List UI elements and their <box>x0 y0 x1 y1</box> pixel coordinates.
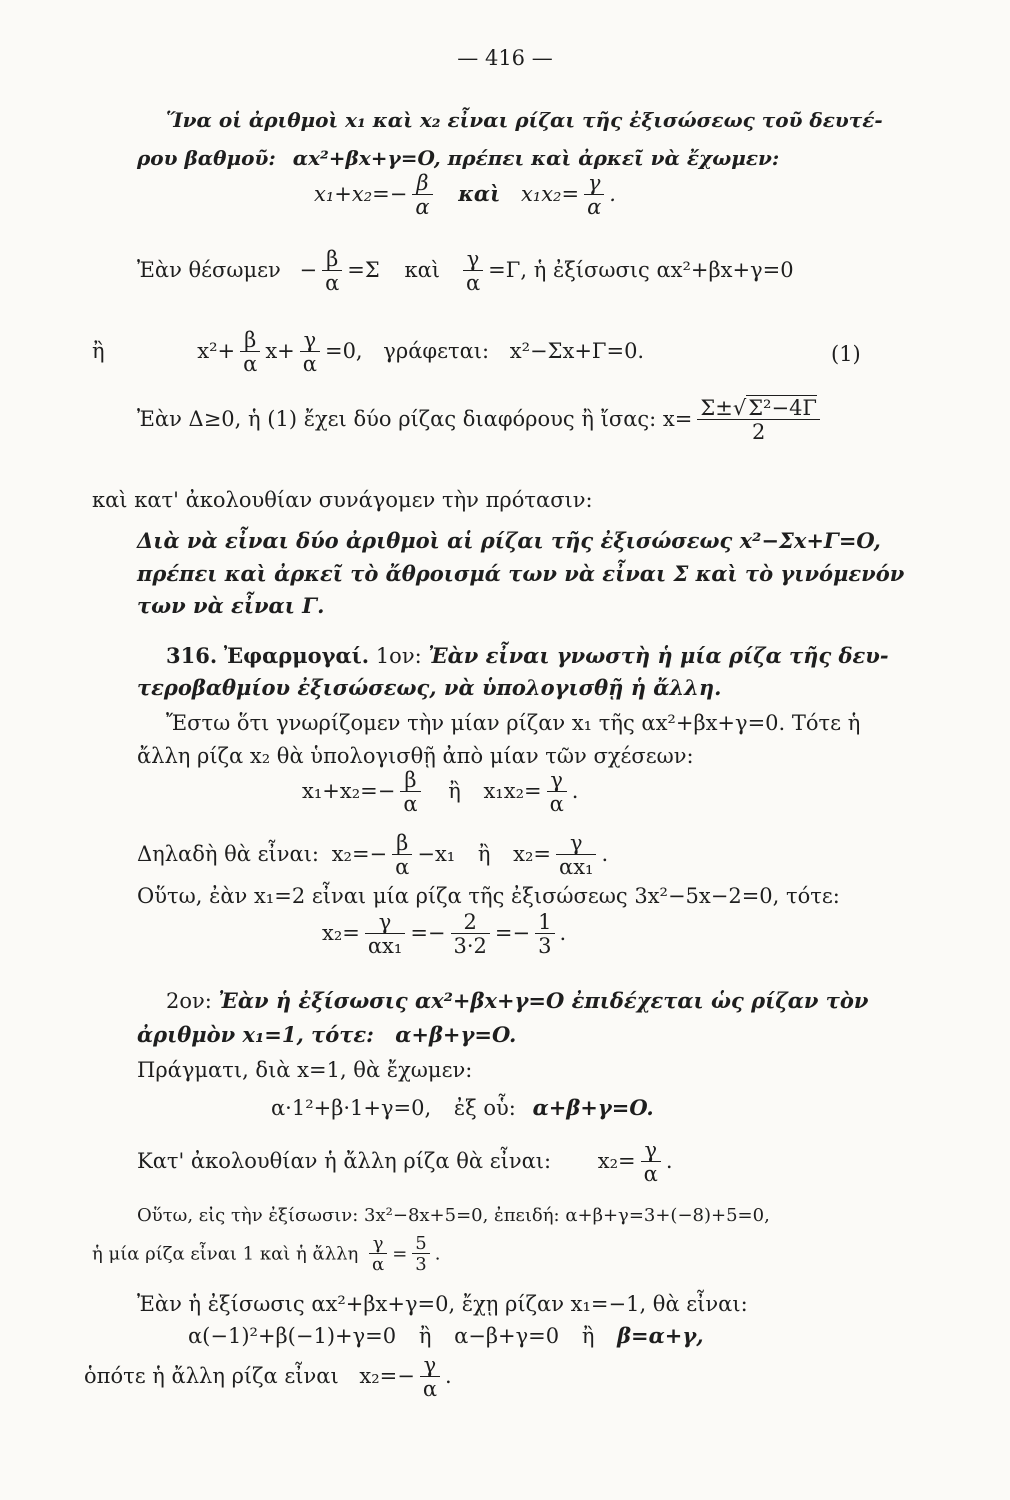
thus-frac-2 <box>556 833 596 878</box>
ex2-frac-1 <box>369 1235 387 1274</box>
rel-b: x₁x₂= <box>483 779 542 803</box>
p1-line-2: ἄλλη ρίζα x₂ θὰ ὑπολογισθῇ ἀπὸ μίαν τῶν σχέσεων: <box>137 744 694 768</box>
other-a: x₂= <box>597 1149 636 1173</box>
indeed-eq-line <box>271 1097 654 1119</box>
vieta-formula <box>314 173 616 218</box>
final-a: ὁπότε ἡ ἄλλη ρίζα εἶναι <box>84 1364 339 1388</box>
ex1-frac-2-den: 3·2 <box>451 933 490 957</box>
set-and: καὶ <box>404 258 440 282</box>
eq1-frac-1 <box>240 330 260 375</box>
eq1-or: ἢ <box>92 339 105 363</box>
ex2-line-1: Οὕτω, εἰς τὴν ἐξίσωσιν: 3x²−8x+5=0, ἐπειδή: α+β+γ=3+(−8)+5=0, <box>137 1205 770 1226</box>
vieta-frac-prod <box>584 173 604 218</box>
other-frac-den: α <box>641 1161 661 1185</box>
intro-line-2a: ρου βαθμοῦ: <box>137 146 276 170</box>
thus-end: . <box>601 842 609 866</box>
vieta-frac-sum-num: β <box>416 171 429 195</box>
roots-a: Ἐὰν Δ≥0, ἡ (1) ἔχει δύο ρίζας διαφόρους ἢ ἴσας: <box>137 407 657 431</box>
eq1-label: (1) <box>831 342 861 366</box>
indeed-eq: α·1²+β·1+γ=0, <box>271 1096 432 1120</box>
final-frac-num: γ <box>423 1353 437 1377</box>
roots-line <box>137 398 825 443</box>
eq1-e: x²−Σx+Γ=0. <box>509 339 645 363</box>
rel-end: . <box>571 779 579 803</box>
section-316-heading <box>166 645 889 667</box>
indeed-text: Πράγματι, διὰ x=1, θὰ ἔχωμεν: <box>137 1058 473 1082</box>
vieta-sum-lhs: x₁+x₂=− <box>314 182 408 206</box>
vieta-and: καὶ <box>458 181 501 206</box>
thus-frac-1-den: α <box>392 854 412 878</box>
other-end: . <box>665 1149 673 1173</box>
vieta-frac-sum <box>412 173 432 218</box>
ex1-text: Οὕτω, ἐὰν x₁=2 εἶναι μία ρίζα τῆς ἐξισώσεως 3x²−5x−2=0, τότε: <box>137 884 840 908</box>
eq1-frac-2 <box>300 330 320 375</box>
thus-frac-2-num: γ <box>569 831 583 855</box>
rel-frac-1-den: α <box>400 791 420 815</box>
roots-frac-num <box>697 398 820 419</box>
final-b: x₂=− <box>359 1364 415 1388</box>
vieta-frac-prod-den: α <box>584 194 604 218</box>
roots-frac-den: 2 <box>697 419 820 443</box>
ex1-frac-1 <box>365 912 405 957</box>
set-a: Ἐὰν θέσωμεν <box>137 258 281 282</box>
eq1-b: x+ <box>265 339 295 363</box>
set-eq-1: =Σ <box>347 258 380 282</box>
second-line-1 <box>166 990 868 1012</box>
set-frac-2-den: α <box>463 270 483 294</box>
set-frac-1 <box>322 249 342 294</box>
thus-d: x₂= <box>513 842 552 866</box>
ex2-line-2 <box>92 1235 440 1274</box>
roots-x: x= <box>662 407 693 431</box>
other-frac <box>641 1140 661 1185</box>
ex1-frac-3-num: 1 <box>538 910 552 934</box>
thus-frac-2-den: αx₁ <box>556 854 596 878</box>
thus-line <box>137 833 608 878</box>
ex1-c: =− <box>494 921 531 945</box>
minus1-b: α−β+γ=0 <box>454 1324 560 1348</box>
section-316-first: 1ον: <box>375 644 422 668</box>
vieta-frac-prod-num: γ <box>587 171 601 195</box>
final-end: . <box>445 1364 452 1388</box>
thus-c: −x₁ <box>417 842 456 866</box>
final-frac <box>420 1355 440 1400</box>
vieta-frac-sum-den: α <box>412 194 432 218</box>
eq1-a: x²+ <box>197 339 236 363</box>
other-line <box>137 1140 673 1185</box>
ex1-frac-1-num: γ <box>378 910 392 934</box>
other-text: Κατ' ἀκολουθίαν ἡ ἄλλη ρίζα θὰ εἶναι: <box>137 1149 552 1173</box>
rel-or: ἢ <box>448 779 461 803</box>
intro-line-2 <box>137 148 779 168</box>
eq1-d: γράφεται: <box>383 339 490 363</box>
minus1-or-1: ἢ <box>418 1324 432 1348</box>
minus1-a: α(−1)²+β(−1)+γ=0 <box>188 1324 397 1348</box>
second-line-2 <box>137 1024 516 1045</box>
roots-num-a: Σ± <box>700 396 733 420</box>
equation-1 <box>92 330 644 375</box>
other-frac-num: γ <box>644 1138 658 1162</box>
ex2-frac-2 <box>412 1235 429 1274</box>
vieta-prod-lhs: x₁x₂= <box>520 182 580 206</box>
ex2-frac-1-num: γ <box>372 1233 384 1254</box>
thus-a: Δηλαδὴ θὰ εἶναι: <box>137 842 320 866</box>
set-minus: − <box>299 258 318 282</box>
intro-line-1: Ἵνα οἱ ἀριθμοὶ x₁ καὶ x₂ εἶναι ρίζαι τῆς ἐξισώσεως τοῦ δευτέ- <box>166 108 883 132</box>
eq1-c: =0, <box>324 339 363 363</box>
thus-b: x₂=− <box>331 842 388 866</box>
ex2-text: ἡ μία ρίζα εἶναι 1 καὶ ἡ ἄλλη <box>92 1243 359 1265</box>
second-line-2b: α+β+γ=O. <box>395 1022 517 1047</box>
final-frac-den: α <box>420 1376 440 1400</box>
p1-line-1: Ἔστω ὅτι γνωρίζομεν τὴν μίαν ρίζαν x₁ τῆς αx²+βx+γ=0. Τότε ἡ <box>166 711 861 735</box>
section-316-stmt-a: Ἐὰν εἶναι γνωστὴ ἡ μία ρίζα τῆς δευ- <box>428 643 889 668</box>
set-frac-2-num: γ <box>466 247 480 271</box>
rel-frac-1-num: β <box>404 768 417 792</box>
set-frac-1-num: β <box>326 247 339 271</box>
theorem-line-3: των νὰ εἶναι Γ. <box>137 593 325 618</box>
theorem-line-2: πρέπει καὶ ἀρκεῖ τὸ ἄθροισμά των νὰ εἶναι Σ καὶ τὸ γινόμενόν <box>137 561 905 586</box>
section-316-stmt-b: τεροβαθμίου ἐξισώσεως, νὰ ὑπολογισθῇ ἡ ἄλλη. <box>137 675 722 700</box>
minus1-c: β=α+γ, <box>617 1323 704 1348</box>
consequence: καὶ κατ' ἀκολουθίαν συνάγομεν τὴν πρότασιν: <box>92 488 593 512</box>
indeed-from: ἐξ οὗ: <box>453 1096 516 1120</box>
thus-frac-1-num: β <box>396 831 409 855</box>
theorem-line-1: Διὰ νὰ εἶναι δύο ἀριθμοὶ αἱ ρίζαι τῆς ἐξισώσεως x²−Σx+Γ=O, <box>137 528 881 553</box>
thus-or: ἢ <box>477 842 491 866</box>
ex1-b: =− <box>410 921 446 945</box>
vieta-end: . <box>609 182 616 206</box>
rel-frac-1 <box>400 770 420 815</box>
ex1-frac-2 <box>451 912 490 957</box>
ex1-frac-2-num: 2 <box>463 910 477 934</box>
eq1-frac-1-num: β <box>244 328 257 352</box>
eq1-frac-2-den: α <box>300 351 320 375</box>
page-number: — 416 — <box>457 46 553 70</box>
ex2-eq: = <box>392 1243 408 1265</box>
section-316-number: 316. <box>166 643 218 668</box>
ex2-frac-1-den: α <box>369 1253 387 1274</box>
indeed-result: α+β+γ=O. <box>532 1095 654 1120</box>
set-eq-2: =Γ, ἡ ἐξίσωσις αx²+βx+γ=0 <box>488 258 794 282</box>
intro-line-2b: αx²+βx+γ=O, πρέπει καὶ ἀρκεῖ νὰ ἔχωμεν: <box>292 146 780 170</box>
set-line <box>137 249 794 294</box>
rel-a: x₁+x₂=− <box>302 779 396 803</box>
ex1-frac-3 <box>535 912 554 957</box>
ex1-frac-3-den: 3 <box>535 933 554 957</box>
ex2-end: . <box>434 1243 441 1265</box>
second-line-2a: ἀριθμὸν x₁=1, τότε: <box>137 1022 374 1047</box>
ex1-frac-1-den: αx₁ <box>365 933 405 957</box>
ex2-frac-2-den: 3 <box>412 1253 429 1274</box>
minus1-text: Ἐὰν ἡ ἐξίσωσις αx²+βx+γ=0, ἔχῃ ρίζαν x₁=−1, θὰ εἶναι: <box>137 1292 748 1316</box>
final-line <box>84 1355 452 1400</box>
set-frac-1-den: α <box>322 270 342 294</box>
thus-frac-1 <box>392 833 412 878</box>
rel-frac-2-num: γ <box>550 768 563 792</box>
eq1-frac-1-den: α <box>240 351 260 375</box>
rel-frac-2 <box>547 770 567 815</box>
section-316-title: Ἐφαρμογαί. <box>223 643 370 668</box>
eq1-frac-2-num: γ <box>303 328 317 352</box>
ex1-formula <box>322 912 566 957</box>
minus1-eqs <box>188 1325 704 1347</box>
relations <box>302 770 578 815</box>
sqrt-icon: √ <box>732 396 747 420</box>
minus1-or-2: ἢ <box>581 1324 595 1348</box>
roots-frac <box>697 398 820 443</box>
second-statement: Ἐὰν ἡ ἐξίσωσις αx²+βx+γ=O ἐπιδέχεται ὡς ρίζαν τὸν <box>218 988 869 1013</box>
ex1-end: . <box>559 921 567 945</box>
second-label: 2ον: <box>166 989 212 1013</box>
ex1-a: x₂= <box>322 921 360 945</box>
set-frac-2 <box>463 249 483 294</box>
rel-frac-2-den: α <box>547 791 567 815</box>
ex2-frac-2-num: 5 <box>415 1233 427 1254</box>
roots-num-sqrt: Σ²−4Γ <box>748 396 817 420</box>
